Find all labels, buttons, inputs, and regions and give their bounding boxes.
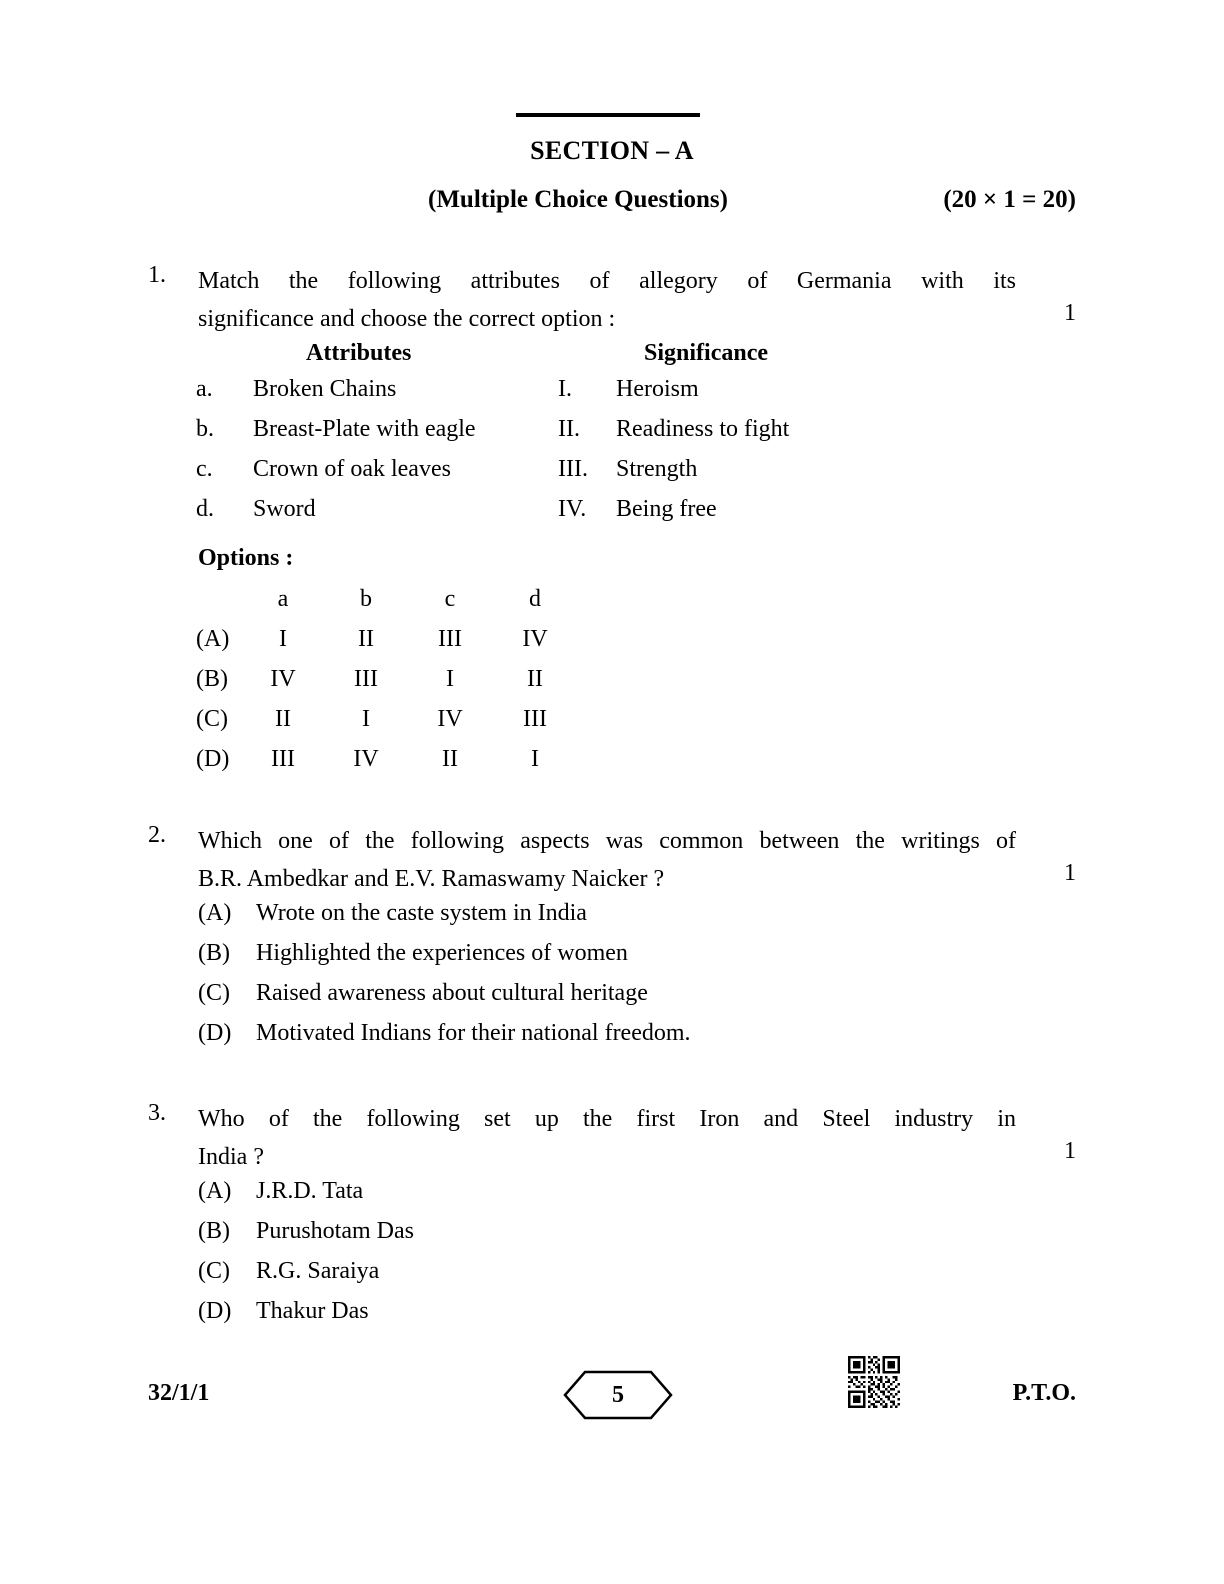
attribute-key-d: d. — [196, 496, 214, 522]
option-a-value-d: IV — [522, 626, 548, 652]
attribute-text-a: Broken Chains — [253, 376, 397, 402]
qr-code-icon — [848, 1356, 900, 1408]
question-2-choice-a-text: Wrote on the caste system in India — [256, 900, 587, 926]
option-label-b: (B) — [196, 666, 228, 692]
question-2-stem-line-2: B.R. Ambedkar and E.V. Ramaswamy Naicker ? — [198, 866, 665, 892]
option-c-value-c: IV — [437, 706, 463, 732]
question-3-choice-d[interactable] — [148, 1298, 1076, 1338]
options-column-header-b: b — [360, 586, 372, 612]
question-1-match-table — [148, 340, 1076, 536]
attribute-key-b: b. — [196, 416, 214, 442]
significance-key-iii: III. — [558, 456, 588, 482]
question-3-choice-a[interactable] — [148, 1178, 1076, 1218]
options-label: Options : — [198, 545, 294, 571]
question-3-choice-a-text: J.R.D. Tata — [256, 1178, 364, 1204]
page-number: 5 — [612, 1381, 624, 1408]
attribute-text-b: Breast-Plate with eagle — [253, 416, 476, 442]
option-row-c[interactable] — [148, 706, 648, 746]
total-marks: (20 × 1 = 20) — [943, 186, 1076, 213]
question-3-choice-d-tag: (D) — [198, 1298, 232, 1324]
option-label-a: (A) — [196, 626, 230, 652]
question-2-choice-d-text: Motivated Indians for their national freedom. — [256, 1020, 691, 1046]
question-2-choice-b-tag: (B) — [198, 940, 230, 966]
option-a-value-b: II — [358, 626, 374, 652]
significance-text-iv: Being free — [616, 496, 717, 522]
question-2-stem — [198, 822, 1016, 898]
question-1-number: 1. — [148, 262, 166, 288]
question-3-choice-b[interactable] — [148, 1218, 1076, 1258]
question-2-choice-d[interactable] — [148, 1020, 1076, 1060]
significance-key-iv: IV. — [558, 496, 587, 522]
option-d-value-d: I — [531, 746, 539, 772]
question-1 — [148, 262, 1076, 338]
significance-key-i: I. — [558, 376, 572, 402]
attribute-text-c: Crown of oak leaves — [253, 456, 451, 482]
question-2-choice-b[interactable] — [148, 940, 1076, 980]
significance-text-iii: Strength — [616, 456, 698, 482]
section-title: SECTION – A — [530, 136, 694, 165]
question-2-number: 2. — [148, 822, 166, 848]
question-1-options-grid — [148, 586, 648, 786]
question-2-choice-b-text: Highlighted the experiences of women — [256, 940, 628, 966]
question-3-choices — [148, 1178, 1076, 1338]
option-b-value-d: II — [527, 666, 543, 692]
question-3-stem — [198, 1100, 1016, 1176]
question-3-number: 3. — [148, 1100, 166, 1126]
question-3-choice-b-text: Purushotam Das — [256, 1218, 414, 1244]
option-b-value-b: III — [354, 666, 378, 692]
options-column-header-a: a — [277, 586, 289, 612]
match-row-2 — [148, 416, 1076, 456]
question-1-stem-line-2: significance and choose the correct option : — [198, 306, 616, 332]
question-3 — [148, 1100, 1076, 1176]
page-number-badge — [563, 1368, 673, 1422]
significance-text-i: Heroism — [616, 376, 699, 402]
option-row-a[interactable] — [148, 626, 648, 666]
option-c-value-a: II — [275, 706, 291, 732]
question-2-marks: 1 — [1064, 860, 1076, 886]
question-3-choice-c-text: R.G. Saraiya — [256, 1258, 380, 1284]
question-3-marks: 1 — [1064, 1138, 1076, 1164]
match-table-headings — [148, 340, 1076, 376]
question-2-choice-c-tag: (C) — [198, 980, 230, 1006]
option-label-c: (C) — [196, 706, 228, 732]
option-d-value-a: III — [271, 746, 295, 772]
question-3-choice-c[interactable] — [148, 1258, 1076, 1298]
question-2-choice-d-tag: (D) — [198, 1020, 232, 1046]
heading-significance: Significance — [644, 340, 768, 366]
header-rule — [516, 113, 700, 117]
option-c-value-b: I — [362, 706, 370, 732]
match-row-4 — [148, 496, 1076, 536]
question-2 — [148, 822, 1076, 898]
heading-attributes: Attributes — [306, 340, 412, 366]
question-3-choice-d-text: Thakur Das — [256, 1298, 369, 1324]
attribute-key-c: c. — [196, 456, 213, 482]
question-1-stem — [198, 262, 1016, 338]
question-2-stem-line-1: Which one of the following aspects was common between the writings of — [198, 828, 1016, 854]
page-footer — [148, 1368, 1076, 1428]
attribute-text-d: Sword — [253, 496, 316, 522]
question-2-choice-a-tag: (A) — [198, 900, 232, 926]
attribute-key-a: a. — [196, 376, 213, 402]
options-column-header-d: d — [529, 586, 541, 612]
question-3-choice-b-tag: (B) — [198, 1218, 230, 1244]
option-d-value-b: IV — [353, 746, 379, 772]
question-3-choice-a-tag: (A) — [198, 1178, 232, 1204]
question-3-stem-line-2: India ? — [198, 1144, 264, 1170]
option-a-value-c: III — [438, 626, 462, 652]
option-row-b[interactable] — [148, 666, 648, 706]
significance-text-ii: Readiness to fight — [616, 416, 790, 442]
pto-label: P.T.O. — [1012, 1380, 1076, 1406]
question-2-choice-a[interactable] — [148, 900, 1076, 940]
option-label-d: (D) — [196, 746, 230, 772]
option-a-value-a: I — [279, 626, 287, 652]
match-row-1 — [148, 376, 1076, 416]
option-row-d[interactable] — [148, 746, 648, 786]
paper-code: 32/1/1 — [148, 1380, 210, 1406]
question-2-choice-c[interactable] — [148, 980, 1076, 1020]
question-3-stem-line-1: Who of the following set up the first Iron and Steel industry in — [198, 1106, 1016, 1132]
significance-key-ii: II. — [558, 416, 580, 442]
option-d-value-c: II — [442, 746, 458, 772]
match-row-3 — [148, 456, 1076, 496]
option-b-value-c: I — [446, 666, 454, 692]
question-2-choices — [148, 900, 1076, 1060]
subtitle-row — [148, 186, 1076, 218]
option-b-value-a: IV — [270, 666, 296, 692]
option-c-value-d: III — [523, 706, 547, 732]
question-1-stem-line-1: Match the following attributes of allegory of Germania with its — [198, 268, 1016, 294]
options-column-header-c: c — [444, 586, 456, 612]
options-grid-header-row — [148, 586, 648, 626]
question-1-marks: 1 — [1064, 300, 1076, 326]
subtitle-multiple-choice-questions: (Multiple Choice Questions) — [428, 186, 728, 213]
question-2-choice-c-text: Raised awareness about cultural heritage — [256, 980, 648, 1006]
question-3-choice-c-tag: (C) — [198, 1258, 230, 1284]
